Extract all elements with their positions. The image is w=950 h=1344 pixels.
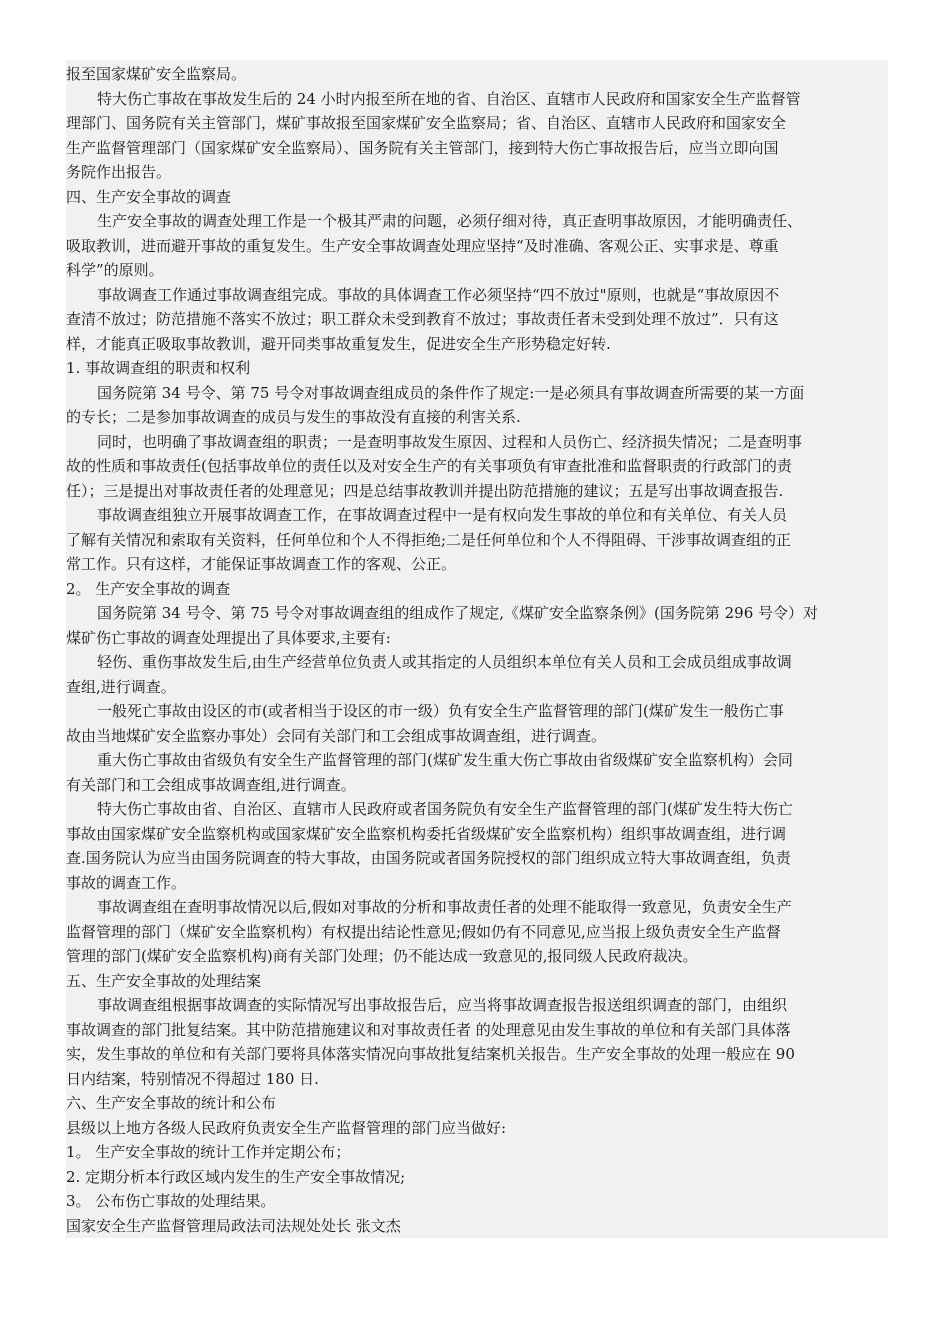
text-line: 特大伤亡事故在事故发生后的 24 小时内报至所在地的省、自治区、直辖市人民政府和国家安全生产监督管 [97, 89, 801, 108]
text-line: 五、生产安全事故的处理结案 [66, 971, 262, 990]
text-line: 查清不放过；防范措施不落实不放过；职工群众未受到教育不放过；事故责任者未受到处理不放过”．只有这 [66, 310, 779, 328]
text-line: 县级以上地方各级人民政府负责安全生产监督管理的部门应当做好: [66, 1118, 507, 1137]
text-line: 2。 生产安全事故的调查 [66, 579, 231, 598]
text-line: 报至国家煤矿安全监察局。 [66, 65, 247, 83]
text-line: 生产监督管理部门（国家煤矿安全监察局）、国务院有关主管部门，接到特大伤亡事故报告后，应当立即向国 [66, 138, 779, 157]
text-line: 一般死亡事故由设区的市(或者相当于设区的市一级）负有安全生产监督管理的部门(煤矿发生一般伤亡事 [97, 702, 784, 720]
text-line: 任）；三是提出对事故责任者的处理意见；四是总结事故教训并提出防范措施的建议；五是写出事故调查报告. [66, 481, 784, 500]
text-line: 事故调查的部门批复结案。其中防范措施建议和对事故责任者 的处理意见由发生事故的单位和有关部门具体落 [66, 1020, 791, 1039]
text-line: 的专长；二是参加事故调查的成员与发生的事故没有直接的利害关系. [66, 408, 521, 426]
text-line: 国务院第 34 号令、第 75 号令对事故调查组的组成作了规定,《煤矿安全监察条例》(国务院第 296 号令）对 [97, 604, 819, 622]
text-line: 四、生产安全事故的调查 [66, 187, 232, 206]
text-line: 事故调查组独立开展事故调查工作，在事故调查过程中一是有权向发生事故的单位和有关单位、有关人员 [97, 506, 788, 524]
text-line: 科学”的原则。 [66, 261, 164, 279]
text-line: 吸取教训，进而避开事故的重复发生。生产安全事故调查处理应坚持“及时准确、客观公正、实事求是、尊重 [66, 236, 779, 255]
text-line: 3。 公布伤亡事故的处理结果。 [66, 1192, 276, 1210]
text-line: 日内结案，特别情况不得超过 180 日. [66, 1069, 319, 1088]
text-line: 同时，也明确了事故调查组的职责；一是查明事故发生原因、过程和人员伤亡、经济损失情况；二是查明事 [97, 432, 803, 451]
text-line: 国家安全生产监督管理局政法司法规处处长 张文杰 [66, 1216, 401, 1235]
text-line: 1。 生产安全事故的统计工作并定期公布； [66, 1143, 351, 1161]
text-line: 轻伤、重伤事故发生后,由生产经营单位负责人或其指定的人员组织本单位有关人员和工会成员组成事故调 [97, 653, 792, 671]
text-line: 样，才能真正吸取事故教训，避开同类事故重复发生，促进安全生产形势稳定好转. [66, 334, 611, 353]
text-line: 故由当地煤矿安全监察办事处）会同有关部门和工会组成事故调查组，进行调查。 [66, 726, 607, 745]
document-body [66, 60, 888, 1238]
text-line: 国务院第 34 号令、第 75 号令对事故调查组成员的条件作了规定:一是必须具有事故调查所需要的某一方面 [97, 383, 805, 402]
text-line: 务院作出报告。 [66, 163, 172, 181]
text-line: 查组,进行调查。 [66, 677, 176, 696]
text-line: 特大伤亡事故由省、自治区、直辖市人民政府或者国务院负有安全生产监督管理的部门(煤矿发生特大伤亡 [97, 800, 793, 818]
text-line: 事故调查工作通过事故调查组完成。事故的具体调查工作必须坚持“四不放过"原则，也就是“事故原因不 [97, 285, 780, 304]
text-line: 煤矿伤亡事故的调查处理提出了具体要求,主要有: [66, 628, 391, 647]
text-line: 故的性质和事故责任(包括事故单位的责任以及对安全生产的有关事项负有审查批准和监督职责的行政部门的责 [66, 457, 792, 475]
text-line: 理部门、国务院有关主管部门，煤矿事故报至国家煤矿安全监察局；省、自治区、直辖市人民政府和国家安全 [66, 114, 787, 132]
text-line: 事故调查组根据事故调查的实际情况写出事故报告后，应当将事故调查报告报送组织调查的部门，由组织 [97, 996, 788, 1014]
text-line: 2. 定期分析本行政区域内发生的生产安全事故情况; [66, 1167, 406, 1186]
text-line: 事故由国家煤矿安全监察机构或国家煤矿安全监察机构委托省级煤矿安全监察机构）组织事故调查组，进行调 [66, 824, 787, 843]
text-line: 重大伤亡事故由省级负有安全生产监督管理的部门(煤矿发生重大伤亡事故由省级煤矿安全监察机构）会同 [97, 751, 793, 769]
text-line: 1. 事故调查组的职责和权利 [66, 359, 251, 377]
text-line: 常工作。只有这样，才能保证事故调查工作的客观、公正。 [66, 555, 457, 573]
text-line: 六、生产安全事故的统计和公布 [66, 1094, 277, 1112]
text-line: 了解有关情况和索取有关资料，任何单位和个人不得拒绝;二是任何单位和个人不得阻碍、干涉事故调查组的正 [66, 530, 792, 549]
text-line: 事故的调查工作。 [66, 873, 187, 892]
text-line: 有关部门和工会组成事故调查组,进行调查。 [66, 775, 356, 794]
text-line: 管理的部门(煤矿安全监察机构)商有关部门处理；仍不能达成一致意见的,报同级人民政府裁决。 [66, 947, 698, 965]
text-line: 监督管理的部门（煤矿安全监察机构）有权提出结论性意见;假如仍有不同意见,应当报上级负责安全生产监督 [66, 922, 781, 941]
text-line: 查.国务院认为应当由国务院调查的特大事故，由国务院或者国务院授权的部门组织成立特大事故调查组，负责 [66, 849, 791, 867]
text-line: 事故调查组在查明事故情况以后,假如对事故的分析和事故责任者的处理不能取得一致意见，负责安全生产 [97, 898, 792, 916]
text-line: 生产安全事故的调查处理工作是一个极其严肃的问题，必须仔细对待，真正查明事故原因，才能明确责任、 [97, 212, 803, 230]
text-line: 实，发生事故的单位和有关部门要将具体落实情况向事故批复结案机关报告。生产安全事故的处理一般应在 90 [66, 1045, 795, 1063]
